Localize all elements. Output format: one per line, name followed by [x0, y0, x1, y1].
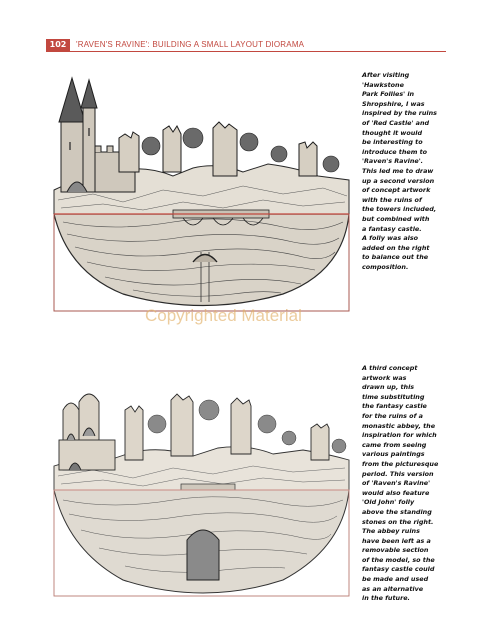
running-title: 'RAVEN'S RAVINE': BUILDING A SMALL LAYOUT DIORAMA: [76, 40, 305, 49]
running-header: [46, 39, 446, 52]
page-number: 102: [46, 39, 70, 51]
caption-fantasy-castle: After visiting 'Hawkstone Park Follies' in Shropshire, I was inspired by the ruins of 'Red Castle' and thought it would be interesting to introduce them to 'Raven's Ravine'. This led me to draw up a second version of concept artwork with the ruins of the towers included, but combined with a fantasy castle. A folly was also added on the right to balance out the composition.: [362, 71, 437, 271]
watermark: Copyrighted Material: [145, 306, 302, 325]
concept-artwork-abbey-ruins: [53, 380, 351, 608]
concept-artwork-fantasy-castle: [53, 72, 351, 312]
caption-abbey-ruins: A third concept artwork was drawn up, this time substituting the fantasy castle for the ruins of a monastic abbey, the inspiration for which came from seeing various paintings from the picturesque period. This version of 'Raven's Ravine' would also feature 'Old John' folly above the standing stones on the right. The abbey ruins have been left as a removable section of the model, so the fantasy castle could be made and used as an alternative in the future.: [362, 364, 439, 603]
